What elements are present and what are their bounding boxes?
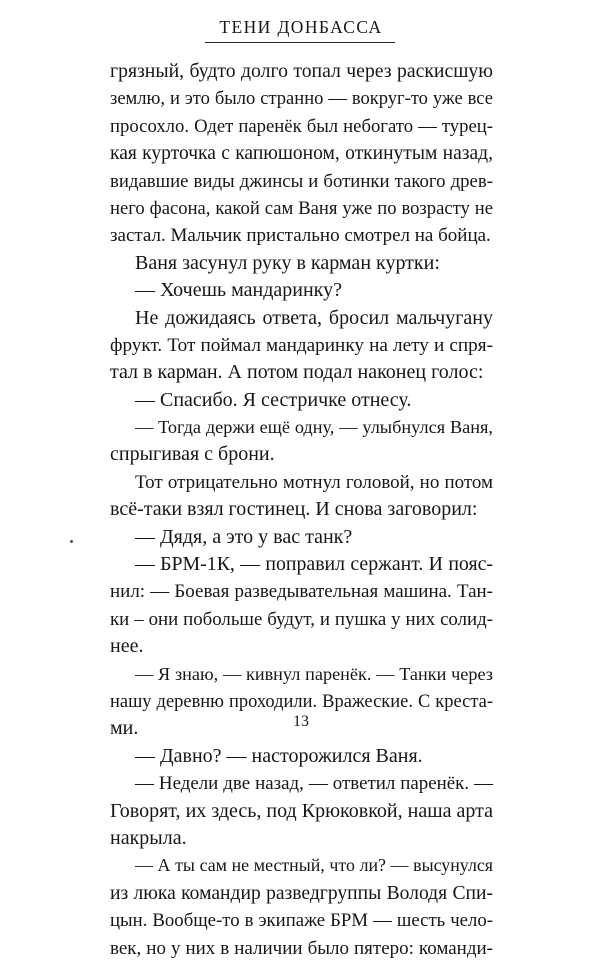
text-line: Ваня засунул руку в карман куртки:	[135, 251, 440, 274]
text-line: из люка командир разведгруппы Володя Спи-	[110, 882, 493, 904]
text-line: — БРМ-1К, — поправил сержант. И пояс-	[135, 553, 493, 576]
text-line: — Я знаю, — кивнул паренёк. — Танки через	[135, 663, 493, 684]
text-line: — А ты сам не местный, что ли? — высунулся	[135, 855, 493, 876]
text-line: Не дожидаясь ответа, бросил мальчугану	[135, 306, 493, 329]
text-line: ми.	[110, 717, 139, 740]
text-line: Говорят, их здесь, под Крюковкой, наша арта	[110, 799, 493, 822]
running-header: ТЕНИ ДОНБАССА	[219, 17, 383, 37]
text-line: просохло. Одет паренёк был небогато — турец-	[110, 115, 493, 137]
text-line: — Недели две назад, — ответил паренёк. —	[135, 773, 493, 795]
text-line: цын. Вообще-то в экипаже БРМ — шесть чело-	[110, 910, 493, 932]
text-line: — Хочешь мандаринку?	[135, 279, 342, 302]
text-line: грязный, будто долго топал через раскисшую	[110, 60, 493, 82]
text-line: застал. Мальчик пристально смотрел на бойца.	[110, 225, 491, 247]
body-text	[110, 58, 493, 962]
text-line: нил: — Боевая разведывательная машина. Тан-	[110, 581, 493, 603]
page-number: 13	[293, 713, 309, 730]
text-line: нашу деревню проходили. Вражеские. С креста-	[110, 690, 493, 711]
text-line: век, но у них в наличии было пятеро: команди-	[110, 937, 493, 959]
text-line: — Давно? — насторожился Ваня.	[135, 744, 423, 767]
text-line: землю, и это было странно — вокруг-то уже все	[110, 88, 493, 110]
header-rule	[205, 42, 395, 43]
text-line: спрыгивая с брони.	[110, 443, 275, 466]
text-line: всё-таки взял гостинец. И снова заговорил:	[110, 498, 478, 521]
text-line: кая курточка с капюшоном, откинутым назад,	[110, 143, 493, 165]
text-line: тал в карман. А потом подал наконец голос:	[110, 361, 484, 384]
text-line: — Тогда держи ещё одну, — улыбнулся Ваня,	[135, 417, 493, 438]
text-line: фрукт. Тот поймал мандаринку на лету и спря-	[110, 334, 493, 356]
text-line: видавшие виды джинсы и ботинки такого древ-	[110, 170, 493, 192]
text-line: — Дядя, а это у вас танк?	[135, 525, 353, 548]
text-line: — Спасибо. Я сестричке отнесу.	[135, 388, 412, 411]
text-line: ки – они побольше будут, и пушка у них солид-	[110, 608, 493, 630]
text-line: него фасона, какой сам Ваня уже по возрасту не	[110, 197, 493, 219]
text-line: Тот отрицательно мотнул головой, но потом	[135, 471, 493, 493]
text-line: нее.	[110, 635, 144, 658]
text-line: накрыла.	[110, 826, 187, 849]
scan-speck	[70, 540, 73, 543]
